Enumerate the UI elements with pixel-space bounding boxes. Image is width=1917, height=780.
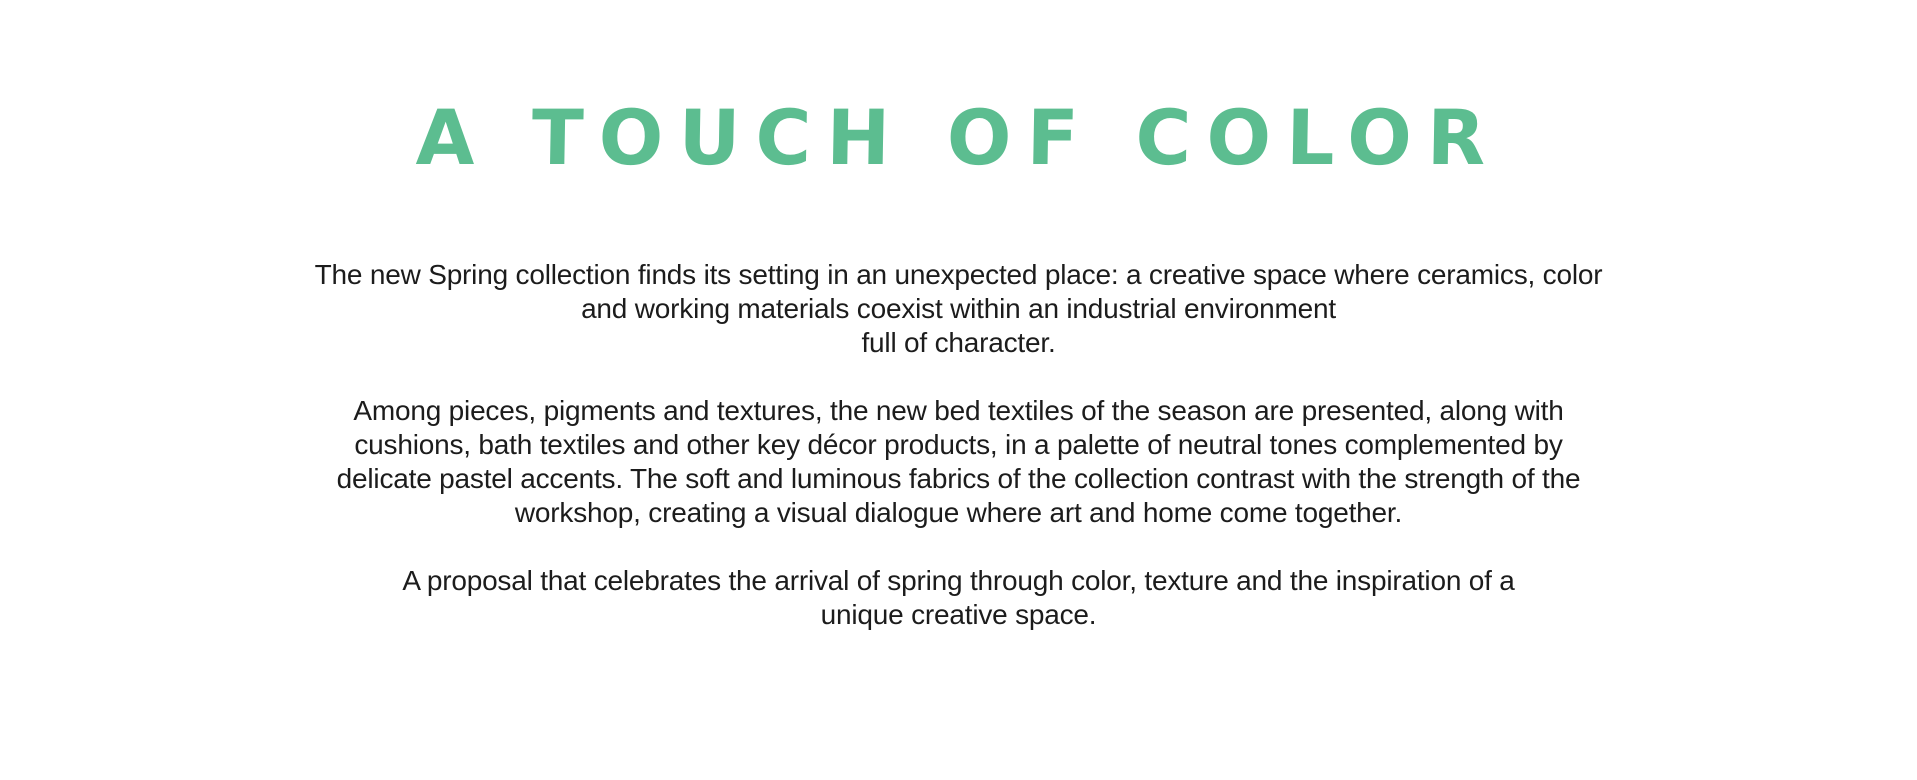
intro-paragraph-1 xyxy=(199,258,1719,360)
text-line: and working materials coexist within an industrial environment xyxy=(581,292,1336,324)
text-line: cushions, bath textiles and other key décor products, in a palette of neutral tones complemented by xyxy=(354,428,1563,460)
page-title: A TOUCH OF COLOR xyxy=(415,93,1502,182)
text-line: delicate pastel accents. The soft and luminous fabrics of the collection contrast with the strength of the xyxy=(336,462,1581,494)
intro-paragraph-3 xyxy=(199,564,1719,632)
text-line: Among pieces, pigments and textures, the new bed textiles of the season are presented, along with xyxy=(353,394,1564,426)
text-line: workshop, creating a visual dialogue where art and home come together. xyxy=(514,496,1403,528)
text-line: A proposal that celebrates the arrival of spring through color, texture and the inspiration of a xyxy=(402,564,1515,596)
text-line: unique creative space. xyxy=(820,598,1097,630)
intro-text xyxy=(199,258,1719,632)
text-line: The new Spring collection finds its setting in an unexpected place: a creative space where ceramics, color xyxy=(314,258,1603,290)
text-line: full of character. xyxy=(861,326,1056,358)
intro-paragraph-2 xyxy=(199,394,1719,530)
